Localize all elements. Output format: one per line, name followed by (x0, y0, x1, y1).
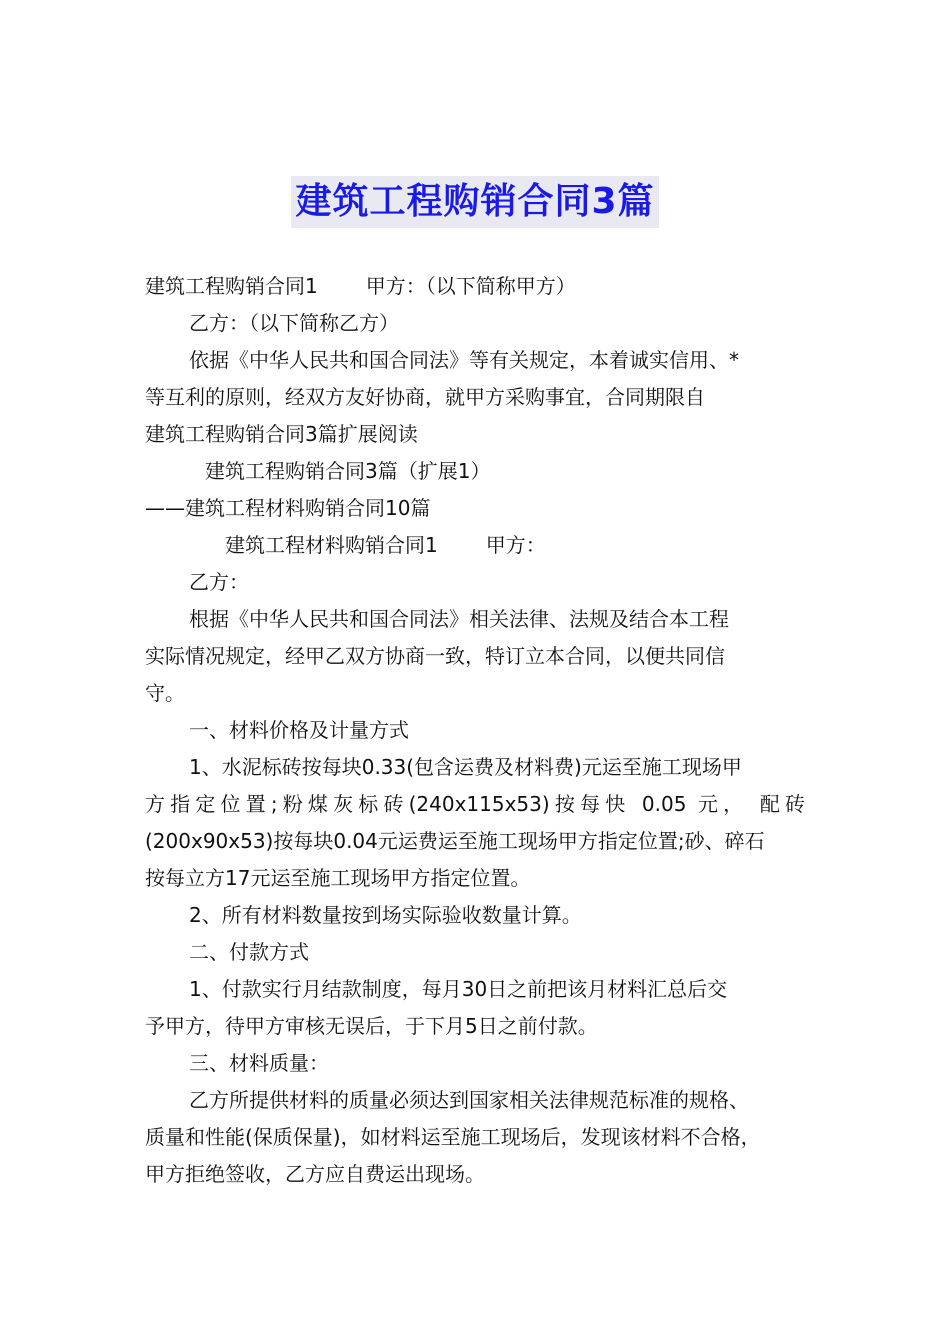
paragraph-line: 等互利的原则，经双方友好协商，就甲方采购事宜，合同期限自 (145, 385, 705, 409)
paragraph-line: 守。 (145, 681, 185, 705)
party-a-label: 甲方： (485, 533, 546, 557)
paragraph-line: 甲方拒绝签收，乙方应自费运出现场。 (145, 1162, 485, 1186)
party-a-label: 甲方：（以下简称甲方） (365, 274, 576, 298)
document-title: 建筑工程购销合同3篇 (291, 176, 658, 228)
paragraph-line: 按每立方17元运至施工现场甲方指定位置。 (145, 866, 531, 890)
paragraph-line (145, 268, 805, 305)
document-body (145, 268, 805, 1193)
contract-heading: 建筑工程购销合同1 (145, 274, 318, 298)
paragraph-line: 根据《中华人民共和国合同法》相关法律、法规及结合本工程 (189, 607, 729, 631)
section-heading: 一、材料价格及计量方式 (189, 718, 409, 742)
paragraph-line: 方指定位置;粉煤灰标砖(240x115x53)按每快 0.05 元， 配砖 (145, 792, 805, 816)
paragraph-line: 建筑工程购销合同3篇扩展阅读 (145, 422, 418, 446)
paragraph-line: (200x90x53)按每块0.04元运费运至施工现场甲方指定位置;砂、碎石 (145, 829, 765, 853)
paragraph-line: ——建筑工程材料购销合同10篇 (145, 496, 431, 520)
contract-heading: 建筑工程材料购销合同1 (225, 533, 438, 557)
paragraph-line: 1、水泥标砖按每块0.33(包含运费及材料费)元运至施工现场甲 (189, 755, 742, 779)
title-block (0, 176, 950, 228)
paragraph-line: 实际情况规定，经甲乙双方协商一致，特订立本合同，以便共同信 (145, 644, 725, 668)
section-heading: 二、付款方式 (189, 940, 309, 964)
paragraph-line: 质量和性能(保质保量)，如材料运至施工现场后，发现该材料不合格， (145, 1125, 761, 1149)
paragraph-line: 依据《中华人民共和国合同法》等有关规定，本着诚实信用、* (189, 348, 739, 372)
paragraph-line (145, 527, 805, 564)
paragraph-line: 乙方： (189, 570, 249, 594)
paragraph-line: 乙方：（以下简称乙方） (189, 311, 399, 335)
section-heading: 三、材料质量： (189, 1051, 329, 1075)
paragraph-line: 乙方所提供材料的质量必须达到国家相关法律规范标准的规格、 (189, 1088, 749, 1112)
paragraph-line: 予甲方，待甲方审核无误后，于下月5日之前付款。 (145, 1014, 598, 1038)
paragraph-line: 2、所有材料数量按到场实际验收数量计算。 (189, 903, 582, 927)
paragraph-line: 建筑工程购销合同3篇（扩展1） (205, 459, 491, 483)
paragraph-line: 1、付款实行月结款制度，每月30日之前把该月材料汇总后交 (189, 977, 728, 1001)
